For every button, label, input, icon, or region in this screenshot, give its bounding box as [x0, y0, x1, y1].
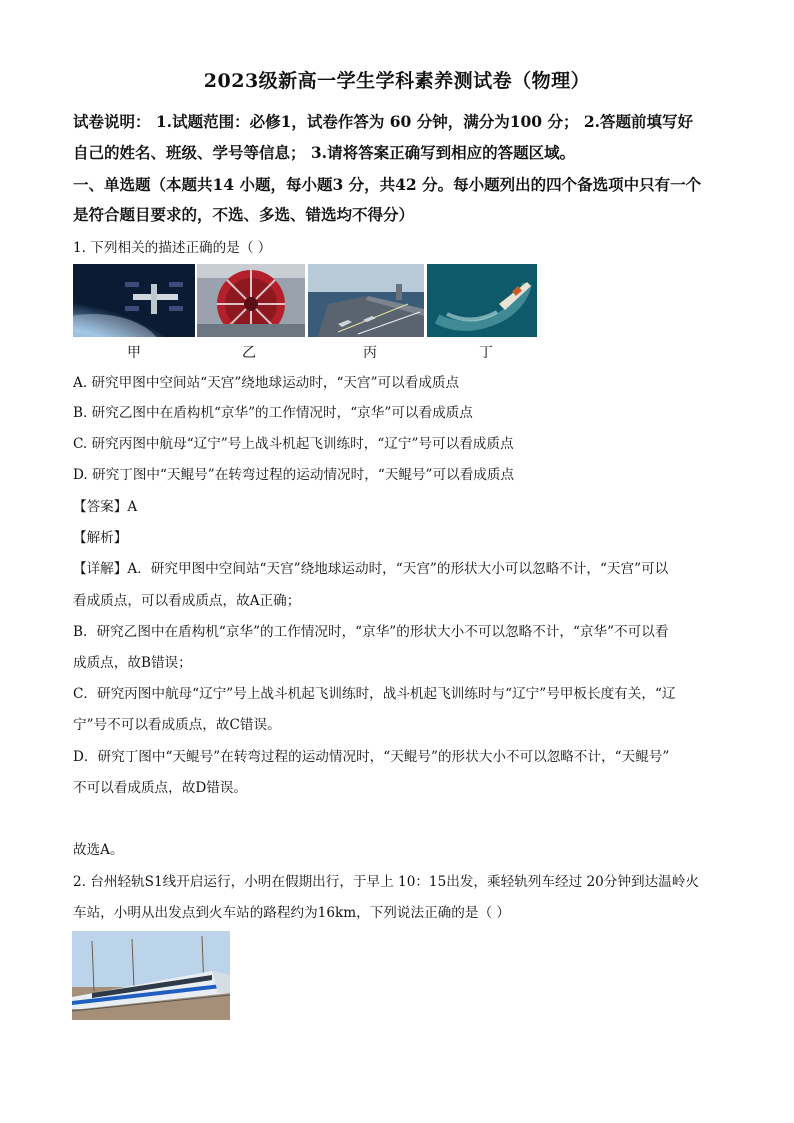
answer-label: 【答案】A	[73, 499, 138, 515]
section-heading-line-1: 一、单选题（本题共14 小题，每小题3 分，共42 分。每小题列出的四个备选项中只有一个	[73, 175, 702, 194]
light-rail-train-image	[72, 931, 230, 1020]
detail-line: C．研究丙图中航母“辽宁”号上战斗机起飞训练时，战斗机起飞训练时与“辽宁”号甲板长度有关，“辽	[73, 686, 676, 702]
analysis-label: 【解析】	[73, 530, 128, 546]
aircraft-carrier-image	[308, 264, 424, 337]
detail-line: 看成质点，可以看成质点，故A正确；	[73, 593, 301, 609]
boring-machine-image	[197, 264, 305, 337]
option-b: B. 研究乙图中在盾构机“京华”的工作情况时，“京华”可以看成质点	[73, 405, 473, 421]
conclusion: 故选A。	[73, 842, 124, 858]
page-title: 2023级新高一学生学科素养测试卷（物理）	[203, 70, 591, 92]
caption-ding: 丁	[479, 345, 493, 361]
question-1-stem: 1. 下列相关的描述正确的是（ ）	[73, 240, 272, 256]
detail-line: 成质点，故B错误；	[73, 655, 192, 671]
instructions-line-1: 试卷说明： 1.试题范围：必修1，试卷作答为 60 分钟，满分为100 分； 2.答题前填写好	[73, 112, 694, 131]
question-2-line-2: 车站，小明从出发点到火车站的路程约为16km，下列说法正确的是（ ）	[73, 905, 510, 921]
option-d: D. 研究丁图中“天鲲号”在转弯过程的运动情况时，“天鲲号”可以看成质点	[73, 467, 515, 483]
space-station-image	[73, 264, 195, 337]
detail-line: 【详解】A．研究甲图中空间站“天宫”绕地球运动时，“天宫”的形状大小可以忽略不计，“天宫”可以	[73, 561, 669, 577]
detail-line: B．研究乙图中在盾构机“京华”的工作情况时，“京华”的形状大小不可以忽略不计，“京华”不可以看	[73, 624, 669, 640]
option-a: A. 研究甲图中空间站“天宫”绕地球运动时，“天宫”可以看成质点	[73, 375, 460, 391]
option-c: C. 研究丙图中航母“辽宁”号上战斗机起飞训练时，“辽宁”号可以看成质点	[73, 436, 514, 452]
dredger-ship-image	[427, 264, 537, 337]
detail-line: D．研究丁图中“天鲲号”在转弯过程的运动情况时，“天鲲号”的形状大小不可以忽略不计，“天鲲号”	[73, 749, 670, 765]
section-heading-line-2: 是符合题目要求的，不选、多选、错选均不得分）	[73, 205, 415, 224]
detail-line: 宁”号不可以看成质点，故C错误。	[73, 717, 281, 733]
caption-bing: 丙	[363, 345, 377, 361]
question-2-line-1: 2. 台州轻轨S1线开启运行，小明在假期出行，于早上 10：15出发，乘轻轨列车经过 20分钟到达温岭火	[73, 874, 699, 890]
caption-jia: 甲	[127, 345, 141, 361]
detail-line: 不可以看成质点，故D错误。	[73, 780, 248, 796]
caption-yi: 乙	[242, 345, 256, 361]
instructions-line-2: 自己的姓名、班级、学号等信息； 3.请将答案正确写到相应的答题区域。	[73, 143, 576, 162]
